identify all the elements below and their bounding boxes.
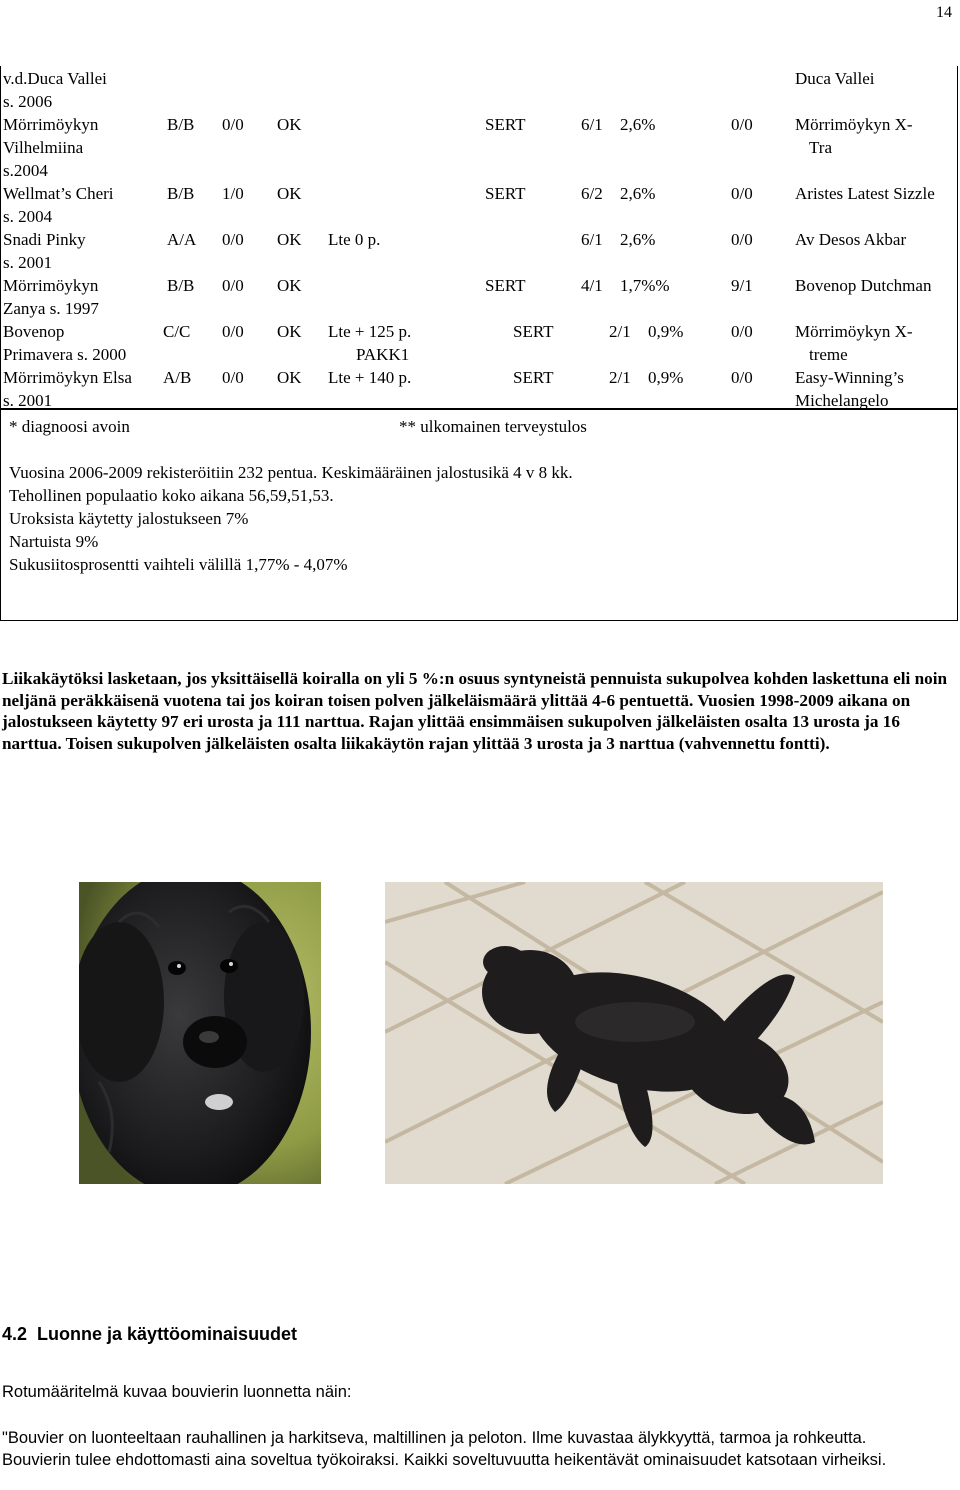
inbreeding-cell: 2,6% (620, 115, 656, 134)
hip-cell: A/A (167, 230, 197, 249)
summary-line: Sukusiitosprosentti vaihteli välillä 1,77% - 4,07% (9, 555, 348, 574)
eye-cell: OK (277, 322, 302, 341)
offspring-cell: 0/0 (731, 230, 753, 249)
offspring-cell: 0/0 (731, 322, 753, 341)
dog-birth-year: s.2004 (3, 161, 48, 180)
show-cell: SERT (485, 115, 526, 134)
section-intro: Rotumääritelmä kuvaa bouvierin luonnetta näin: (2, 1383, 352, 1401)
inbreeding-cell: 0,9% (648, 322, 684, 341)
dog-birth-year: Primavera s. 2000 (3, 345, 127, 364)
sire-name: Mörrimöykyn X- (795, 115, 913, 134)
temperament-cell: Lte + 140 p. (328, 368, 412, 387)
litters-cell: 6/1 (581, 230, 603, 249)
offspring-cell: 0/0 (731, 115, 753, 134)
litters-cell: 2/1 (609, 322, 631, 341)
elbow-cell: 0/0 (222, 230, 244, 249)
summary-box (0, 409, 958, 621)
hip-cell: A/B (163, 368, 192, 387)
hip-cell: C/C (163, 322, 191, 341)
show-cell: SERT (485, 184, 526, 203)
eye-cell: OK (277, 230, 302, 249)
dog-birth-year: Zanya s. 1997 (3, 299, 99, 318)
breeding-table (0, 66, 958, 436)
elbow-cell: 0/0 (222, 115, 244, 134)
offspring-cell: 0/0 (731, 184, 753, 203)
temperament-cell: Lte + 125 p. (328, 322, 412, 341)
breed-standard-quote: "Bouvier on luonteeltaan rauhallinen ja harkitseva, maltillinen ja peloton. Ilme kuvastaa älykkyyttä, tarmoa ja rohkeutta. Bouvierin tulee ehdottomasti aina soveltua työkoiraksi. Kaikki soveltuvuutta heikentävät ominaisuudet katsotaan virheiksi. (2, 1429, 887, 1469)
show-cell: SERT (485, 276, 526, 295)
litters-cell: 4/1 (581, 276, 603, 295)
dog-name: Snadi Pinky (3, 230, 86, 249)
elbow-cell: 0/0 (222, 276, 244, 295)
sire-name: Aristes Latest Sizzle (795, 184, 935, 203)
dog-birth-year: s. 2001 (3, 253, 53, 272)
eye-cell: OK (277, 368, 302, 387)
dog-birth-year: s. 2006 (3, 92, 53, 111)
sire-name: Duca Vallei (795, 69, 875, 88)
inbreeding-cell: 2,6% (620, 230, 656, 249)
temperament-cell-cont: PAKK1 (356, 345, 410, 364)
dog-name: Mörrimöykyn Elsa (3, 368, 132, 387)
footnote-foreign: ** ulkomainen terveystulos (399, 417, 587, 436)
litters-cell: 6/1 (581, 115, 603, 134)
overuse-paragraph: Liikakäytöksi lasketaan, jos yksittäisellä koiralla on yli 5 %:n osuus syntyneistä pennuista sukupolvea kohden laskettuna eli noin neljänä peräkkäisenä vuotena tai jos koiran toisen polven jälkeläismäärä ylittää 4-6 pentuettä. Vuosien 1998-2009 aikana on jalostukseen käytetty 97 eri urosta ja 111 narttua. Rajan ylittää ensimmäisen sukupolven jälkeläisten osalta 13 urosta ja 16 narttua. Toisen sukupolven jälkeläisten osalta liikakäytön rajan ylittää 3 urosta ja 3 narttua (vahvennettu fontti). (2, 669, 948, 753)
dog-birth-year: s. 2004 (3, 207, 53, 226)
dog-name: Mörrimöykyn (3, 276, 99, 295)
dog-name: Bovenop (3, 322, 65, 341)
temperament-cell: Lte 0 p. (328, 230, 381, 249)
litters-cell: 6/2 (581, 184, 603, 203)
section-title: Luonne ja käyttöominaisuudet (37, 1324, 298, 1344)
offspring-cell: 9/1 (731, 276, 753, 295)
hip-cell: B/B (167, 115, 195, 134)
section-heading (2, 1323, 297, 1345)
sire-name: Easy-Winning’s (795, 368, 904, 387)
page-number: 14 (936, 4, 952, 21)
sire-name: Av Desos Akbar (795, 230, 907, 249)
dog-name: Mörrimöykyn (3, 115, 99, 134)
hip-cell: B/B (167, 184, 195, 203)
offspring-cell: 0/0 (731, 368, 753, 387)
section-number: 4.2 (2, 1324, 28, 1344)
eye-cell: OK (277, 276, 302, 295)
sire-name-cont: Tra (809, 138, 832, 157)
sire-name: Mörrimöykyn X- (795, 322, 913, 341)
sire-name-cont: Michelangelo (795, 391, 889, 410)
inbreeding-cell: 0,9% (648, 368, 684, 387)
elbow-cell: 1/0 (222, 184, 244, 203)
sire-name-cont: treme (809, 345, 848, 364)
puppy-lying-photo (385, 882, 883, 1184)
inbreeding-cell: 1,7%% (620, 276, 670, 295)
dog-name-cont: Vilhelmiina (3, 138, 84, 157)
puppy-portrait-photo (79, 882, 321, 1184)
eye-cell: OK (277, 184, 302, 203)
dog-name: v.d.Duca Vallei (3, 69, 107, 88)
dog-birth-year: s. 2001 (3, 391, 53, 410)
summary-line: Nartuista 9% (9, 532, 99, 551)
sire-name: Bovenop Dutchman (795, 276, 932, 295)
inbreeding-cell: 2,6% (620, 184, 656, 203)
show-cell: SERT (513, 368, 554, 387)
litters-cell: 2/1 (609, 368, 631, 387)
eye-cell: OK (277, 115, 302, 134)
dog-name: Wellmat’s Cheri (3, 184, 114, 203)
summary-line: Vuosina 2006-2009 rekisteröitiin 232 pentua. Keskimääräinen jalostusikä 4 v 8 kk. (9, 463, 573, 482)
show-cell: SERT (513, 322, 554, 341)
elbow-cell: 0/0 (222, 322, 244, 341)
summary-line: Uroksista käytetty jalostukseen 7% (9, 509, 249, 528)
footnote-diagnosis: * diagnoosi avoin (9, 417, 130, 436)
summary-line: Tehollinen populaatio koko aikana 56,59,51,53. (9, 486, 334, 505)
hip-cell: B/B (167, 276, 195, 295)
elbow-cell: 0/0 (222, 368, 244, 387)
